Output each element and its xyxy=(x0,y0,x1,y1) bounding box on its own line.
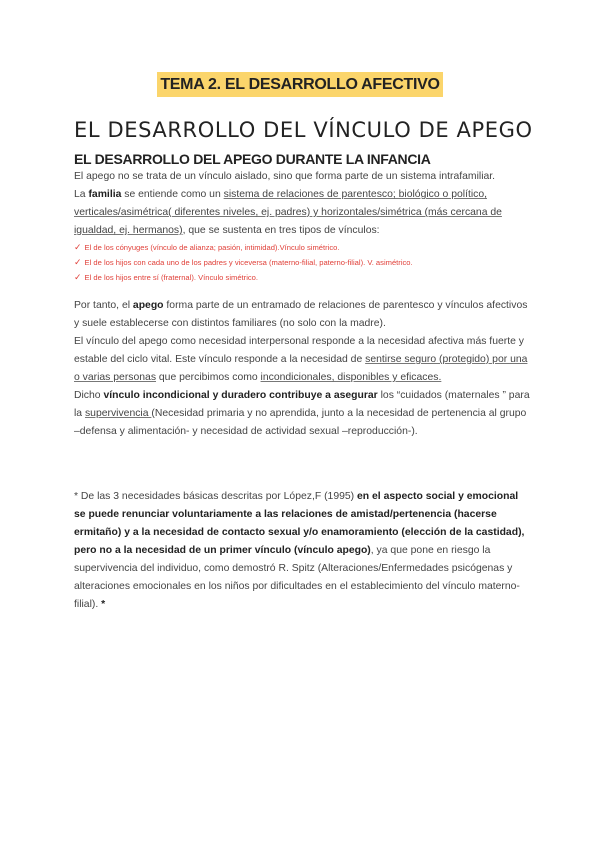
list-item-text: El de los cónyuges (vínculo de alianza; pasión, intimidad).Vínculo simétrico. xyxy=(84,243,340,252)
vinculos-list xyxy=(74,240,532,285)
text: que percibimos como xyxy=(156,372,261,383)
list-item xyxy=(74,240,532,255)
check-icon: ✓ xyxy=(74,272,82,282)
check-icon: ✓ xyxy=(74,257,82,267)
text: (Necesidad primaria y no aprendida, junto a la necesidad de pertenencia al grupo –defensa y alimentación- y necesidad de actividad sexual –reproducción-). xyxy=(74,408,527,437)
text: El vínculo del apego como necesidad interpersonal responde a la necesidad afectiva más fuerte y estable del ciclo vital. Este vínculo responde a la necesidad de xyxy=(74,336,524,365)
check-icon: ✓ xyxy=(74,242,82,252)
heading-sub: EL DESARROLLO DEL APEGO DURANTE LA INFANCIA xyxy=(74,151,431,167)
text: La xyxy=(74,189,89,200)
text: * De las 3 necesidades básicas descritas por López,F (1995) xyxy=(74,491,358,502)
text: , ya que pone en riesgo la supervivencia del individuo, como demostró R. Spitz (Alteraciones/Enfermedades psicógenas y alteraciones emocionales en los niños por dificultades en el establecimiento del vínculo materno-filial). xyxy=(74,545,520,610)
section-familia xyxy=(74,168,532,285)
section-necesidades xyxy=(74,488,532,614)
text: se entiende como un xyxy=(121,189,224,200)
text: Por tanto, el xyxy=(74,300,133,311)
paragraph-intro: El apego no se trata de un vínculo aislado, sino que forma parte de un sistema intrafamiliar. xyxy=(74,171,496,182)
tema-title-wrap xyxy=(0,72,600,97)
paragraph-apego xyxy=(74,297,532,333)
underlined-parentesco: sistema de relaciones de parentesco; biológico o político, verticales/asimétrica( diferentes niveles, ej. padres) y horizontales/simétrica (más cercana de igualdad, ej. hermanos) xyxy=(74,189,502,236)
asterisk-mark: * xyxy=(101,599,106,610)
list-item xyxy=(74,270,532,285)
section-apego xyxy=(74,297,532,441)
bold-apego: apego xyxy=(132,300,164,311)
text: los “cuidados (maternales ” para la xyxy=(74,390,530,419)
list-item-text: El de los hijos con cada uno de los padres y viceversa (materno-filial, paterno-filial). V. asimétrico. xyxy=(84,258,413,267)
text: Dicho xyxy=(74,390,104,401)
underlined-seguro: sentirse seguro (protegido) por una o varias personas xyxy=(74,354,528,383)
list-item xyxy=(74,255,532,270)
list-item-text: El de los hijos entre sí (fraternal). Vínculo simétrico. xyxy=(84,273,259,282)
text: forma parte de un entramado de relaciones de parentesco y vínculos afectivos y suele establecerse con distintos familiares (no solo con la madre). xyxy=(74,300,528,329)
paragraph-vinculo-incondicional xyxy=(74,387,532,441)
underlined-supervivencia: supervivencia xyxy=(84,408,152,419)
underlined-incondicionales: incondicionales, disponibles y eficaces. xyxy=(260,372,442,383)
tema-title: TEMA 2. EL DESARROLLO AFECTIVO xyxy=(157,72,442,97)
bold-vinculo: vínculo incondicional y duradero contribuye a asegurar xyxy=(103,390,378,401)
paragraph-familia xyxy=(74,186,532,240)
bold-necesidades: en el aspecto social y emocional se puede renunciar voluntariamente a las relaciones de amistad/pertenencia (hacerse ermitaño) y a la necesidad de contacto sexual y/o enamoramiento (elección de la castidad), pero no a la necesidad de un primer vínculo (vínculo apego) xyxy=(74,491,525,556)
paragraph-necesidades xyxy=(74,488,532,614)
bold-familia: familia xyxy=(88,189,122,200)
text: , que se sustenta en tres tipos de vínculos: xyxy=(182,225,380,236)
heading-main: EL DESARROLLO DEL VÍNCULO DE APEGO xyxy=(74,118,533,142)
paragraph-necesidad xyxy=(74,333,532,387)
